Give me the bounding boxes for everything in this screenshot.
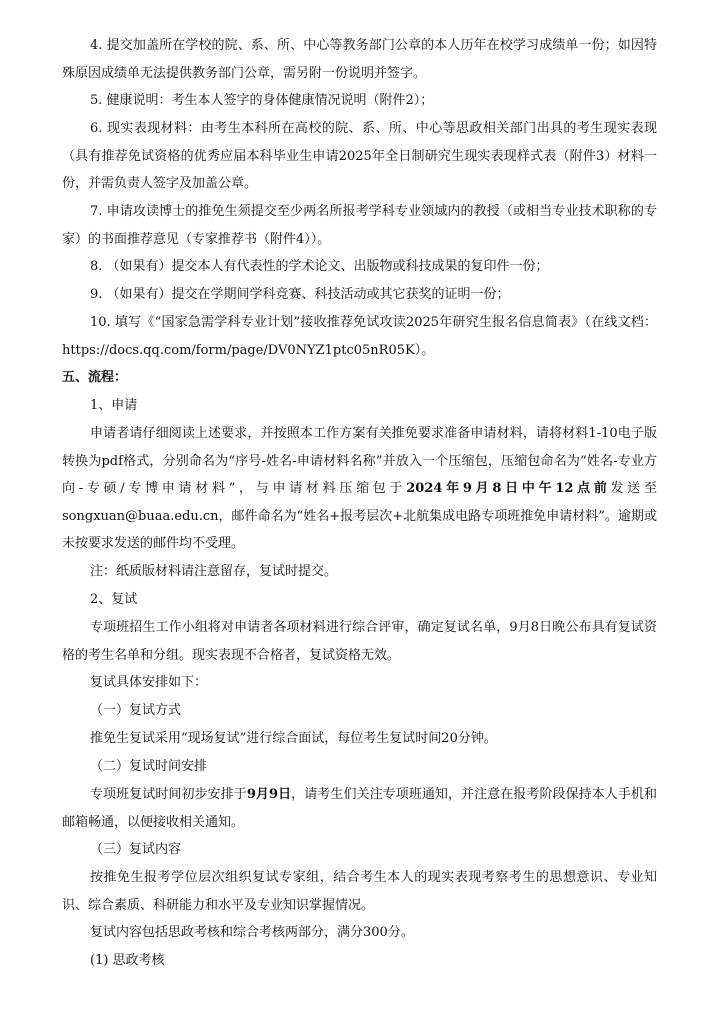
subsection-3-text: 按推免生报考学位层次组织复试专家组，结合考生本人的现实表现考察考生的思想意识、专业知识、综合素质、科研能力和水平及专业知识掌握情况。 bbox=[62, 870, 657, 913]
list-item-9: 9. （如果有）提交在学期间学科竞赛、科技活动或其它获奖的证明一份； bbox=[90, 287, 510, 302]
subsection-2-text bbox=[62, 781, 657, 836]
apply-note: 注：纸质版材料请注意留存，复试时提交。 bbox=[90, 564, 338, 579]
apply-paragraph bbox=[62, 420, 657, 558]
subsection-2-pre: 专项班复试时间初步安排于 bbox=[90, 787, 247, 802]
apply-text-b: 发送至songxuan@buaa.edu.cn，邮件命名为“姓名+报考层次+北航集成电路专项班推免申请材料”。逾期或未按要求发送的邮件均不受理。 bbox=[62, 481, 657, 551]
subsection-3-total: 复试内容包括思政考核和综合考核两部分，满分300分。 bbox=[90, 925, 414, 940]
list-item-4: 4. 提交加盖所在学校的院、系、所、中心等教务部门公章的本人历年在校学习成绩单一份；如因特殊原因成绩单无法提供教务部门公章，需另附一份说明并签字。 bbox=[62, 38, 657, 81]
subsection-1-title: （一）复试方式 bbox=[90, 703, 182, 718]
retest-paragraph-1: 专项班招生工作小组将对申请者各项材料进行综合评审，确定复试名单，9月8日晚公布具有复试资格的考生名单和分组。现实表现不合格者，复试资格无效。 bbox=[62, 620, 657, 663]
list-item-10: 10. 填写《“国家急需学科专业计划”接收推荐免试攻读2025年研究生报名信息简表》（在线文档：https://docs.qq.com/form/page/DV0NYZ1ptc05nR05K）。 bbox=[62, 315, 657, 358]
subsection-1-text: 推免生复试采用“现场复试”进行综合面试，每位考生复试时间20分钟。 bbox=[90, 731, 497, 746]
apply-heading: 1、申请 bbox=[90, 398, 138, 413]
section-heading: 五、流程： bbox=[62, 370, 128, 385]
apply-text-a: 申请者请仔细阅读上述要求，并按照本工作方案有关推免要求准备申请材料，请将材料1-10电子版转换为pdf格式，分别命名为“序号-姓名-申请材料名称”并放入一个压缩包，压缩包命名为“姓名-专业方向-专硕/专博申请材料”，与申请材料压缩包于 bbox=[62, 426, 657, 496]
subsection-2-date: 9月9日 bbox=[246, 787, 292, 802]
list-item-7: 7. 申请攻读博士的推免生须提交至少两名所报考学科专业领域内的教授（或相当专业技术职称的专家）的书面推荐意见（专家推荐书（附件4））。 bbox=[62, 204, 657, 247]
subsection-2-title: （二）复试时间安排 bbox=[90, 759, 208, 774]
list-item-5: 5. 健康说明：考生本人签字的身体健康情况说明（附件2）； bbox=[90, 93, 434, 108]
apply-deadline: 2024年9月8日中午12点前 bbox=[406, 481, 611, 496]
list-item-8: 8. （如果有）提交本人有代表性的学术论文、出版物或科技成果的复印件一份； bbox=[90, 259, 549, 274]
retest-heading: 2、复试 bbox=[90, 592, 138, 607]
retest-paragraph-2: 复试具体安排如下： bbox=[90, 675, 208, 690]
subsection-3-item-1: (1) 思政考核 bbox=[90, 953, 165, 968]
subsection-3-title: （三）复试内容 bbox=[90, 842, 182, 857]
list-item-6: 6. 现实表现材料：由考生本科所在高校的院、系、所、中心等思政相关部门出具的考生现实表现（具有推荐免试资格的优秀应届本科毕业生申请2025年全日制研究生现实表现样式表（附件3）材料一份，并需负责人签字及加盖公章。 bbox=[62, 121, 657, 191]
subsection-2-post: ，请考生们关注专项班通知，并注意在报考阶段保持本人手机和邮箱畅通，以便接收相关通知。 bbox=[62, 787, 657, 830]
